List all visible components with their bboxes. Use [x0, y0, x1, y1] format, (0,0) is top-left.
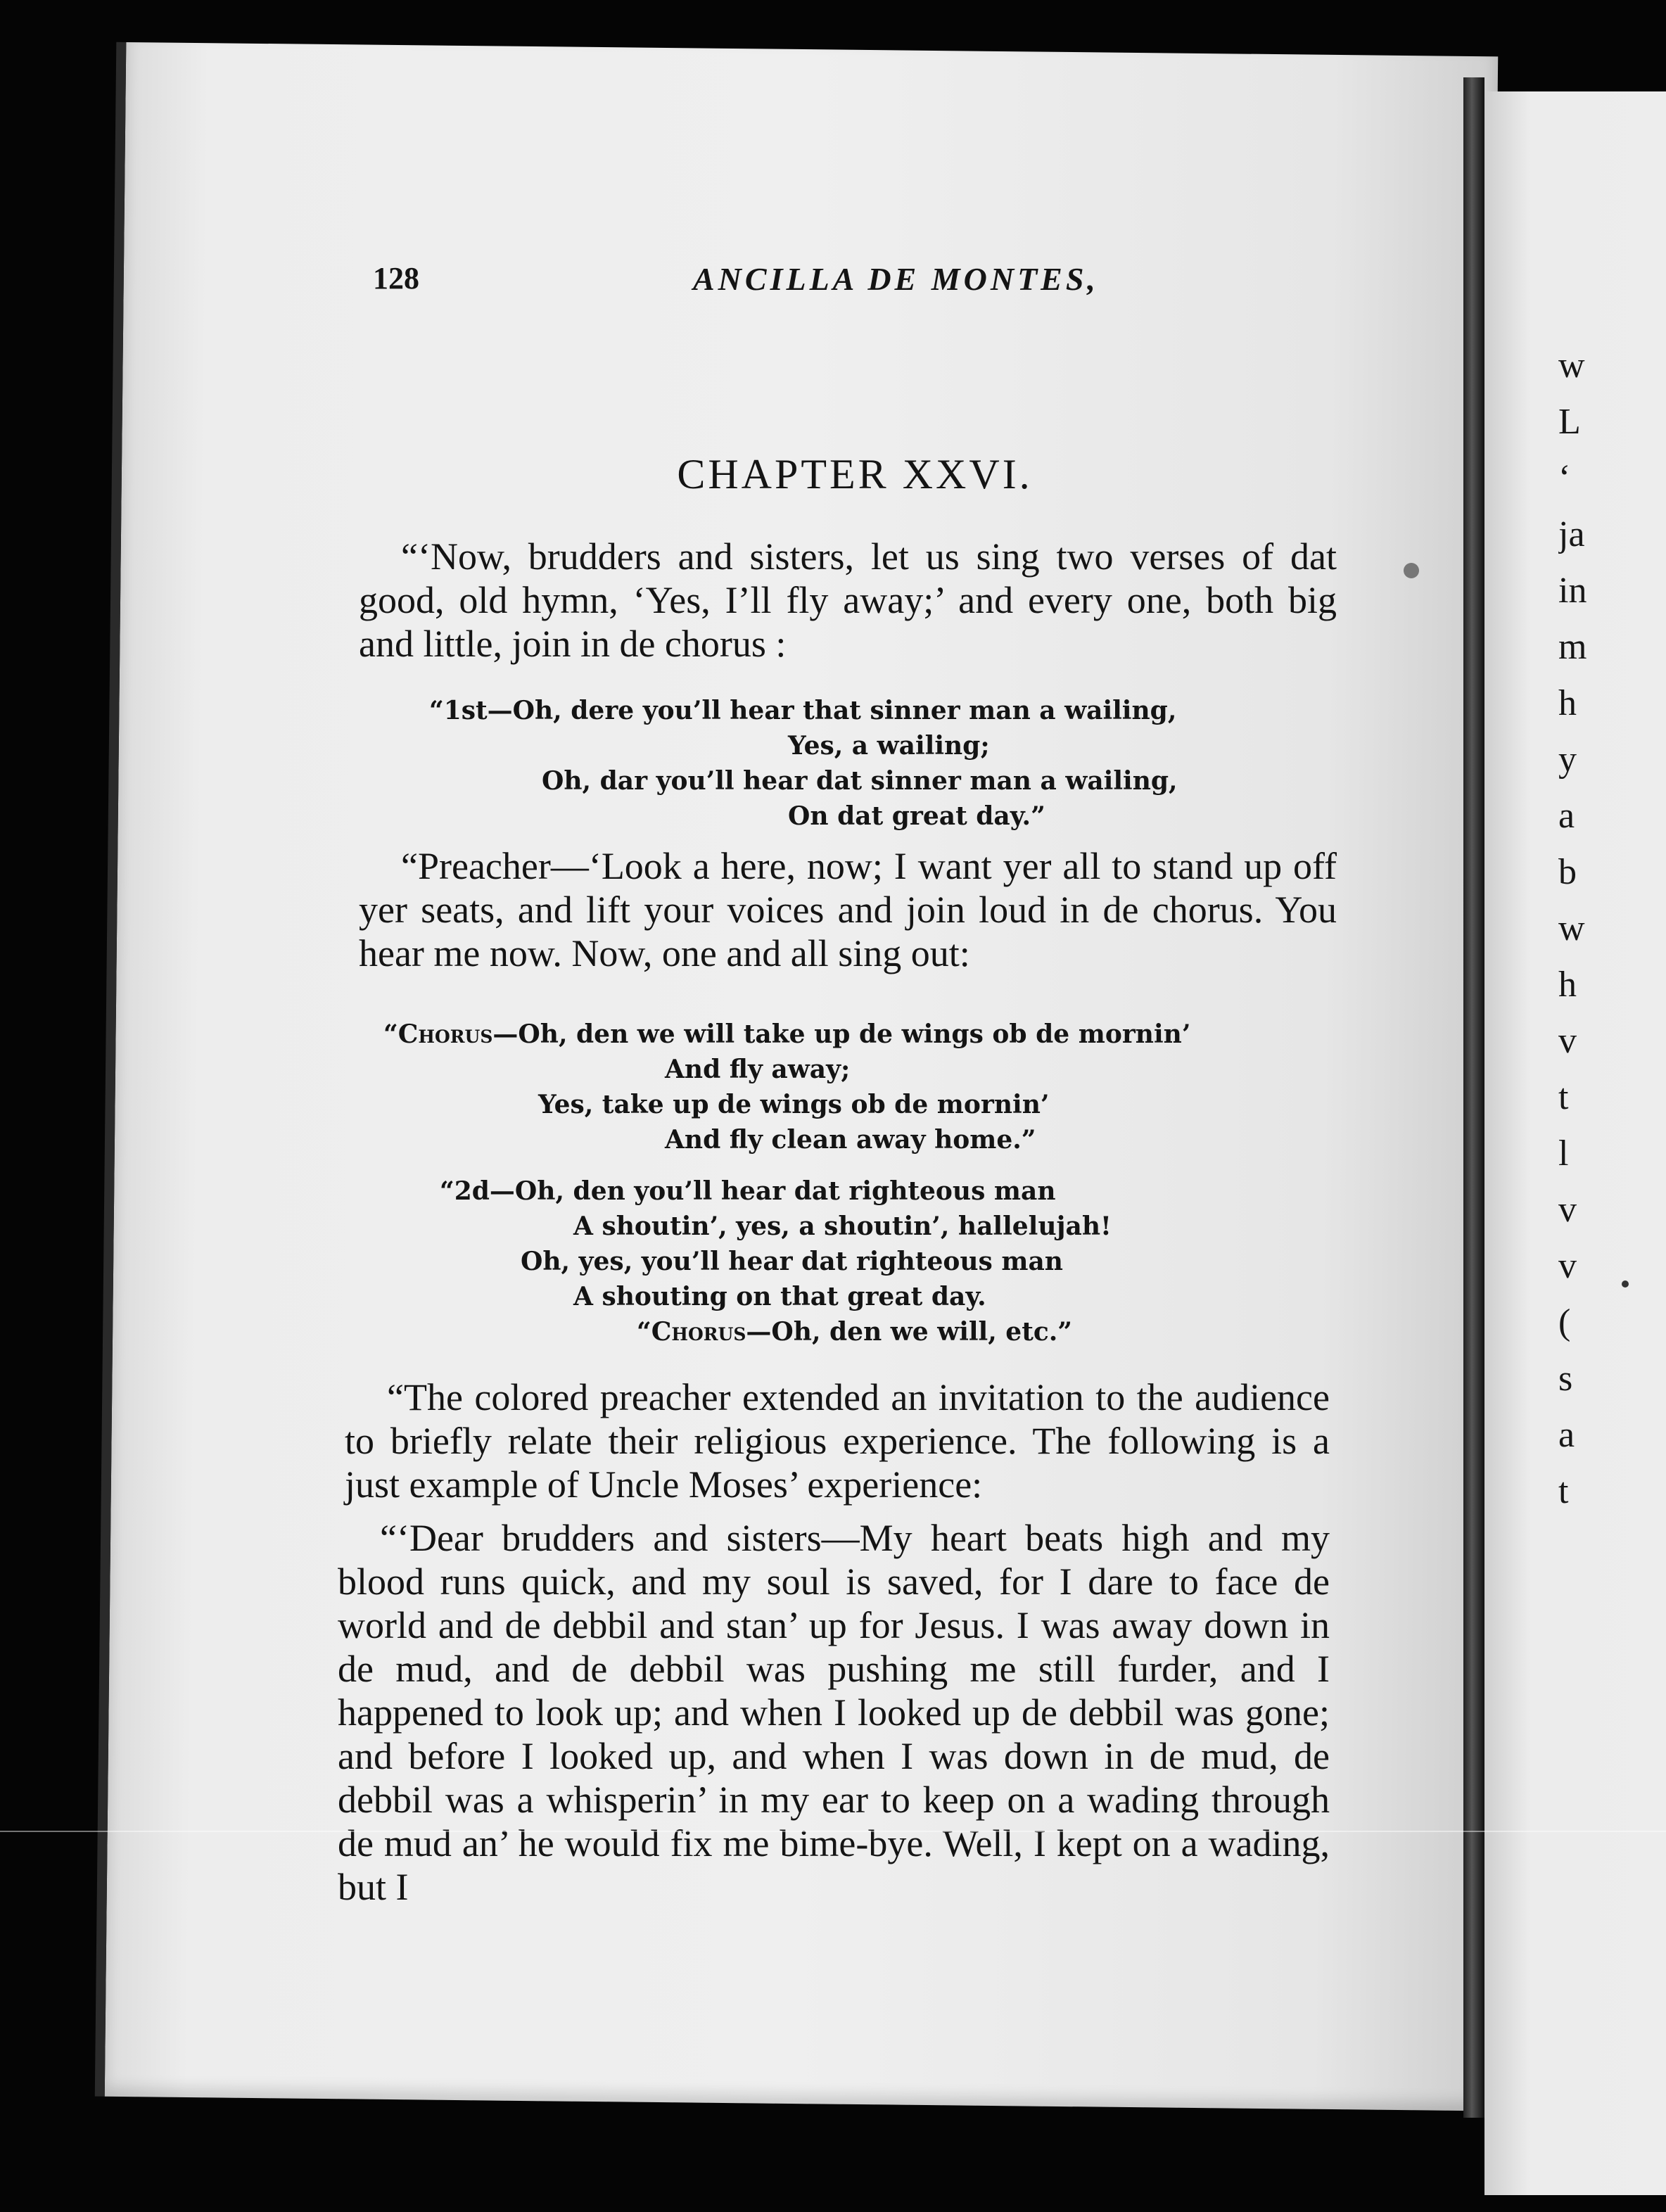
- adjacent-page-fragment: v: [1558, 1190, 1577, 1230]
- verse-1-line-2: Yes, a wailing;: [788, 731, 990, 761]
- verse-3-line-1: “2d—Oh, den you’ll hear dat righteous man: [440, 1176, 1056, 1206]
- verse-2-line-1: “Chorus—Oh, den we will take up de wings ob de mornin’: [383, 1019, 1191, 1049]
- scan-line: [0, 1831, 1666, 1832]
- adjacent-page-fragment: h: [1558, 965, 1577, 1005]
- paragraph-4: “‘Dear brudders and sisters—My heart beats high and my blood runs quick, and my soul is saved, for I dare to face de world and de debbil and stan’ up for Jesus. I was away down in de mud, and de debbil was pushing me still furder, and I happened to look up; and when I looked up de debbil was gone; and before I looked up, and when I was down in de mud, de debbil was a whisperin’ in my ear to keep on a wading through de mud an’ he would fix me bime-bye. Well, I kept on a wading, but I: [338, 1517, 1330, 1908]
- verse-3: [440, 1174, 1112, 1349]
- adjacent-page-fragment: ja: [1558, 514, 1585, 554]
- adjacent-page-fragment: w: [1558, 345, 1585, 386]
- page-header: [373, 260, 1337, 317]
- adjacent-page-fragment: l: [1558, 1133, 1569, 1174]
- verse-3-chorus: “Chorus—Oh, den we will, etc.”: [637, 1317, 1072, 1347]
- verse-2: [383, 1017, 1190, 1157]
- chorus-label: Chorus: [651, 1317, 746, 1347]
- verse-3-line-4: A shouting on that great day.: [573, 1282, 986, 1311]
- adjacent-page-fragment: v: [1558, 1246, 1577, 1286]
- verse-2-line-2: And fly away;: [665, 1055, 851, 1084]
- verse-1-line-3: Oh, dar you’ll hear dat sinner man a wailing,: [542, 766, 1178, 796]
- adjacent-page-fragment: (: [1558, 1302, 1571, 1342]
- verse-1-line-1: “1st—Oh, dere you’ll hear that sinner man a wailing,: [429, 696, 1177, 725]
- verse-2-line-3: Yes, take up de wings ob de mornin’: [538, 1090, 1050, 1119]
- chorus-label: Chorus: [398, 1019, 493, 1049]
- verse-1-line-4: On dat great day.”: [788, 801, 1045, 831]
- paragraph-2: “Preacher—‘Look a here, now; I want yer all to stand up off yer seats, and lift your voices and join loud in de chorus. You hear me now. Now, one and all sing out:: [359, 845, 1337, 974]
- adjacent-page-fragment: h: [1558, 683, 1577, 723]
- paragraph-1: “‘Now, brudders and sisters, let us sing two verses of dat good, old hymn, ‘Yes, I’ll fly away;’ and every one, both big and little, join in de chorus :: [359, 535, 1337, 665]
- adjacent-page-fragment: ‘: [1558, 458, 1571, 498]
- adjacent-page-fragment: a: [1558, 796, 1575, 836]
- verse-3-line-3: Oh, yes, you’ll hear dat righteous man: [521, 1247, 1063, 1276]
- adjacent-page-fragment: y: [1558, 739, 1577, 780]
- adjacent-page-fragment: b: [1558, 852, 1577, 892]
- verse-2-line-4: And fly clean away home.”: [665, 1125, 1036, 1155]
- adjacent-page-fragment: a: [1558, 1415, 1575, 1455]
- adjacent-page-fragment: m: [1558, 627, 1587, 667]
- verse-3-chorus-text: —Oh, den we will, etc.”: [746, 1317, 1072, 1347]
- verse-1: [429, 693, 1178, 834]
- chapter-title: CHAPTER XXVI.: [677, 451, 1033, 497]
- verse-3-line-2: A shoutin’, yes, a shoutin’, hallelujah!: [573, 1212, 1112, 1241]
- adjacent-page-fragment: L: [1558, 402, 1581, 442]
- verse-2-line-1-text: —Oh, den we will take up de wings ob de mornin’: [492, 1019, 1191, 1049]
- adjacent-page-text: [1558, 338, 1666, 1520]
- adjacent-page-fragment: w: [1558, 908, 1585, 948]
- scan-speck: [1404, 563, 1419, 578]
- adjacent-page-fragment: t: [1558, 1471, 1569, 1511]
- scan-speck: [1622, 1280, 1629, 1288]
- running-head: ANCILLA DE MONTES,: [693, 261, 1099, 297]
- adjacent-page-fragment: in: [1558, 571, 1587, 611]
- adjacent-page-fragment: s: [1558, 1359, 1573, 1399]
- page-number: 128: [373, 261, 419, 295]
- adjacent-page-fragment: v: [1558, 1021, 1577, 1061]
- paragraph-3: “The colored preacher extended an invitation to the audience to briefly relate their religious experience. The following is a just example of Uncle Moses’ experience:: [345, 1376, 1330, 1506]
- adjacent-page-fragment: t: [1558, 1077, 1569, 1117]
- book-gutter: [1463, 77, 1484, 2118]
